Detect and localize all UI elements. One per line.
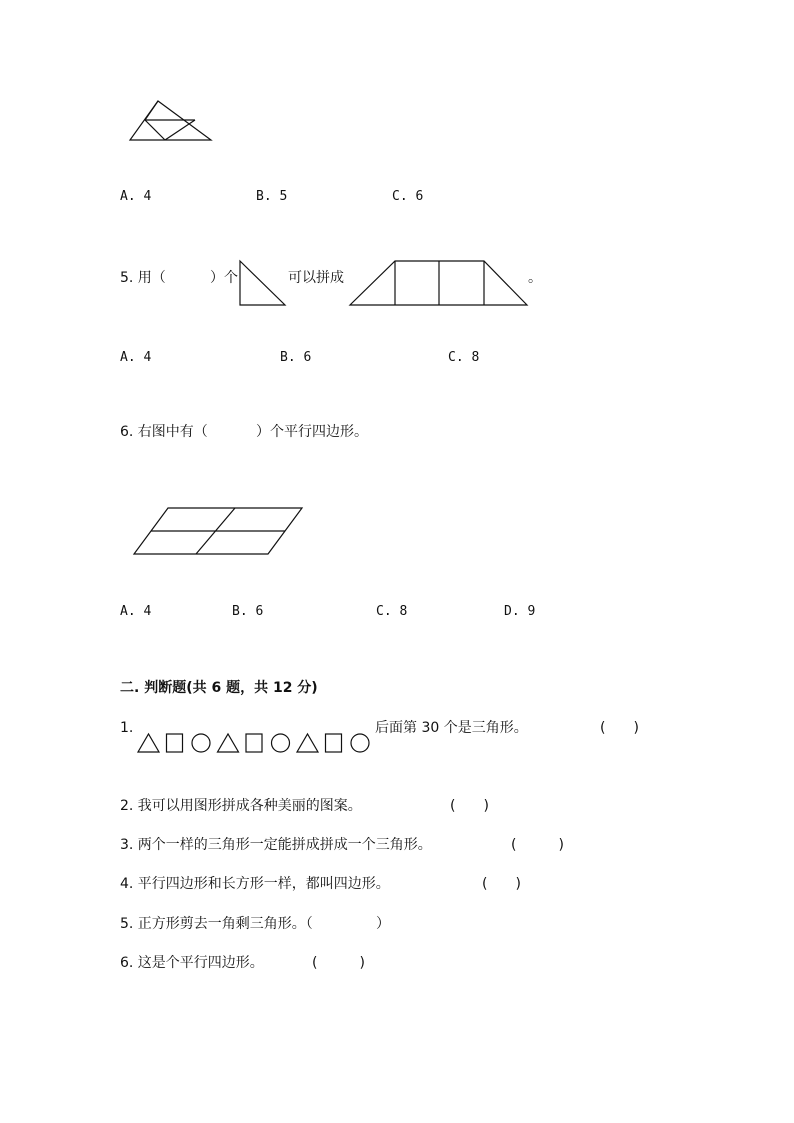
sequence-square-8 [326, 734, 342, 752]
q5-prefix: 5. 用（ [120, 270, 166, 286]
q5-option-b[interactable]: B. 6 [280, 350, 312, 365]
sequence-triangle-7 [297, 734, 318, 752]
judge-5-text: 5. 正方形剪去一角剩三角形。（ [120, 916, 313, 932]
q6-option-c[interactable]: C. 8 [376, 604, 408, 619]
q6-option-d[interactable]: D. 9 [504, 604, 536, 619]
q4-option-a[interactable]: A. 4 [120, 189, 152, 204]
q5-option-c[interactable]: C. 8 [448, 350, 480, 365]
q4-option-b[interactable]: B. 5 [256, 189, 288, 204]
q5-blank-close: ）个 [210, 270, 238, 286]
sequence-circle-9 [351, 734, 369, 752]
judge-2-text: 2. 我可以用图形拼成各种美丽的图案。 [120, 798, 362, 814]
judge-1-text: 后面第 30 个是三角形。 [375, 720, 528, 736]
judge-3-text: 3. 两个一样的三角形一定能拼成拼成一个三角形。 [120, 837, 432, 853]
judge-2-answer-paren[interactable]: ( ) [450, 798, 489, 814]
sequence-square-5 [246, 734, 262, 752]
sequence-circle-3 [192, 734, 210, 752]
judge-5-answer-paren[interactable]: ） [376, 916, 390, 932]
sequence-circle-6 [272, 734, 290, 752]
judge-1-number: 1. [120, 720, 134, 736]
section-2-title: 二. 判断题(共 6 题，共 12 分) [120, 680, 318, 696]
judge-6-text: 6. 这是个平行四边形。 [120, 955, 264, 971]
q5-end-mark: 。 [528, 270, 542, 286]
q6-option-b[interactable]: B. 6 [232, 604, 264, 619]
q6-question-end: ）个平行四边形。 [256, 424, 368, 440]
q5-option-a[interactable]: A. 4 [120, 350, 152, 365]
judge-4-answer-paren[interactable]: ( ) [482, 876, 521, 892]
sequence-triangle-4 [218, 734, 239, 752]
q5-middle-text: 可以拼成 [288, 270, 344, 286]
judge-4-text: 4. 平行四边形和长方形一样，都叫四边形。 [120, 876, 390, 892]
q6-question-text: 6. 右图中有（ [120, 424, 208, 440]
sequence-square-2 [167, 734, 183, 752]
judge-1-answer-paren[interactable]: ( ) [600, 720, 639, 736]
q6-option-a[interactable]: A. 4 [120, 604, 152, 619]
q4-option-c[interactable]: C. 6 [392, 189, 424, 204]
judge-6-answer-paren[interactable]: ( ) [312, 955, 365, 971]
sequence-triangle-1 [138, 734, 159, 752]
judge-3-answer-paren[interactable]: ( ) [511, 837, 564, 853]
